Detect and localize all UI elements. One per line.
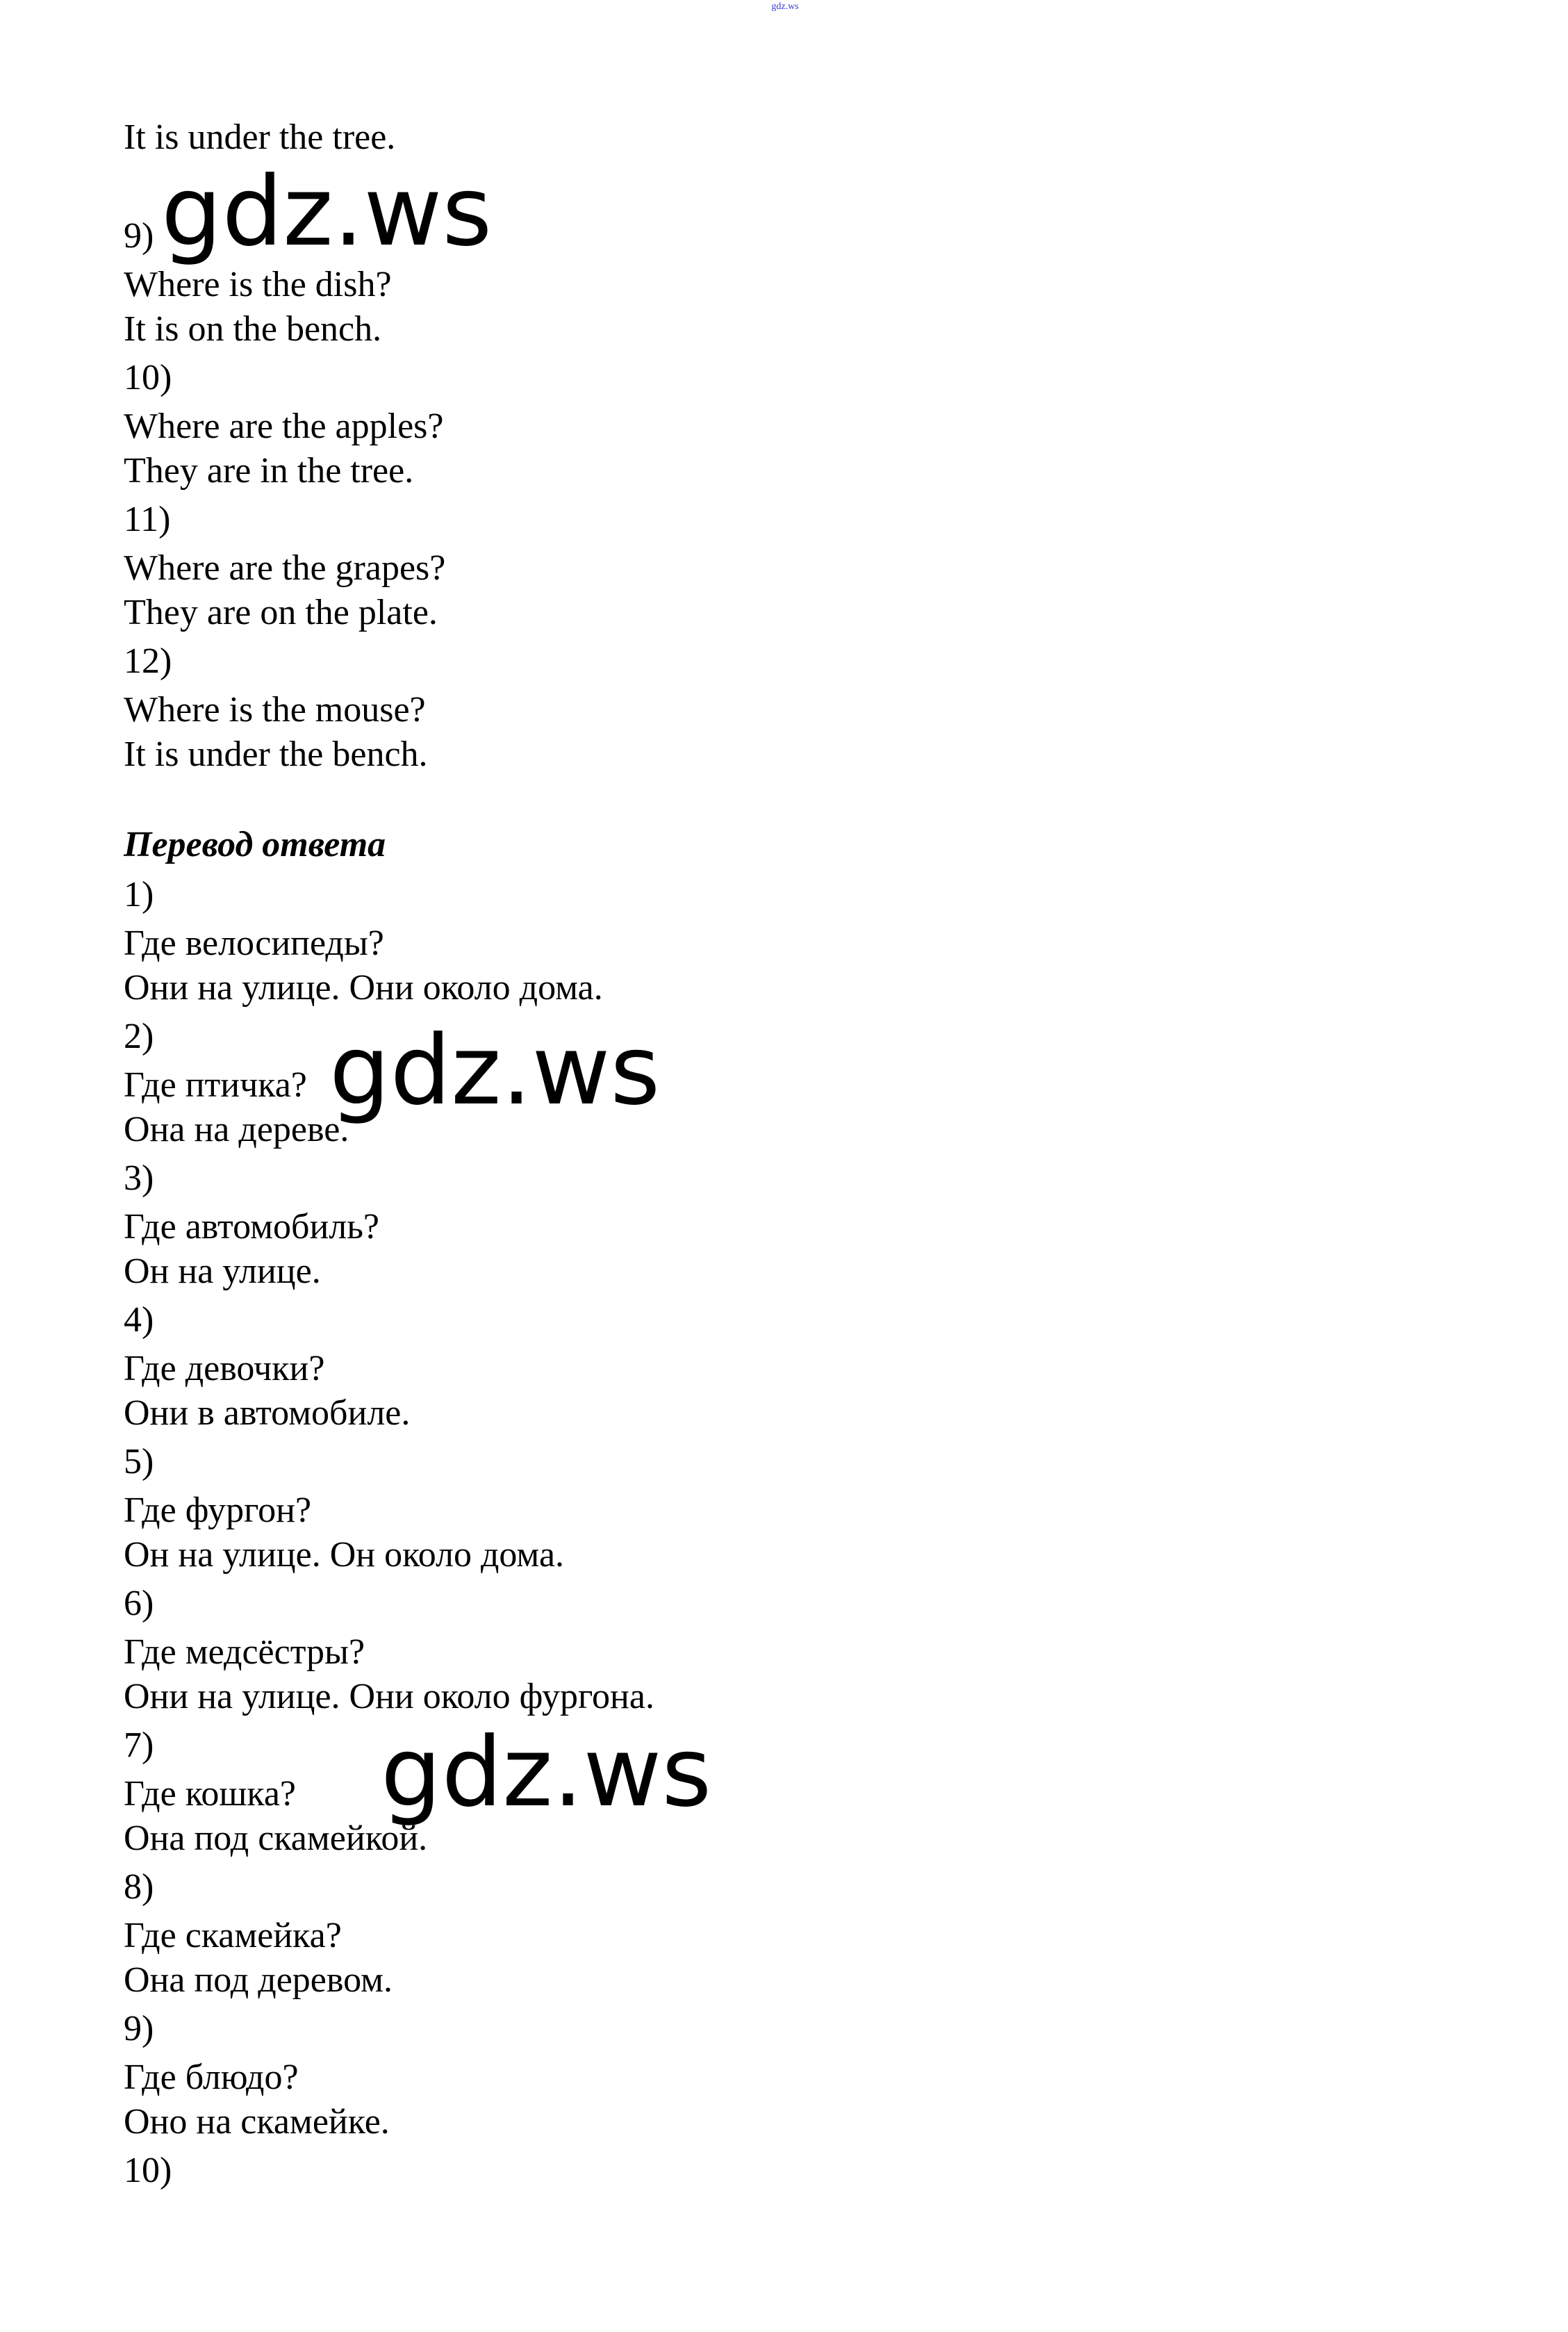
item-number: 5) (124, 1442, 154, 1481)
item-number: 9) (124, 216, 154, 256)
text-line: Оно на скамейке. (124, 2102, 390, 2142)
item-number: 6) (124, 1584, 154, 1623)
item-number: 3) (124, 1158, 154, 1198)
item-number: 12) (124, 641, 172, 681)
text-line: Они на улице. Они около фургона. (124, 1677, 654, 1716)
text-line: It is under the tree. (124, 117, 396, 157)
text-line: Он на улице. (124, 1251, 321, 1291)
watermark-logo: gdz.ws (329, 1015, 661, 1126)
text-line: Где велосипеды? (124, 923, 384, 963)
item-number: 7) (124, 1725, 154, 1765)
text-line: Она под деревом. (124, 1960, 393, 2000)
item-number: 2) (124, 1017, 154, 1056)
text-line: Он на улице. Он около дома. (124, 1535, 565, 1575)
text-line: Где птичка? (124, 1065, 307, 1105)
watermark-logo: gdz.ws (381, 1716, 712, 1828)
header-watermark: gdz.ws (771, 1, 799, 12)
text-line: Where are the apples? (124, 407, 444, 446)
watermark-logo: gdz.ws (161, 156, 493, 268)
text-line: Где скамейка? (124, 1916, 342, 1955)
text-line: It is under the bench. (124, 734, 428, 774)
item-number: 10) (124, 358, 172, 397)
text-line: Она под скамейкой. (124, 1818, 428, 1858)
text-line: Они на улице. Они около дома. (124, 968, 603, 1008)
text-line: It is on the bench. (124, 309, 382, 349)
translation-heading: Перевод ответа (124, 825, 386, 864)
text-line: Where is the dish? (124, 265, 392, 304)
text-line: Where are the grapes? (124, 548, 446, 588)
item-number: 10) (124, 2151, 172, 2190)
text-line: Где медсёстры? (124, 1632, 365, 1672)
text-line: Где девочки? (124, 1349, 325, 1388)
item-number: 4) (124, 1300, 154, 1340)
text-line: Где блюдо? (124, 2058, 299, 2097)
text-line: They are in the tree. (124, 451, 414, 491)
text-line: Где автомобиль? (124, 1207, 380, 1247)
item-number: 9) (124, 2009, 154, 2048)
text-line: Где кошка? (124, 1774, 296, 1814)
item-number: 8) (124, 1867, 154, 1907)
text-line: Она на дереве. (124, 1110, 349, 1149)
text-line: They are on the plate. (124, 593, 438, 632)
item-number: 11) (124, 500, 171, 539)
text-line: Они в автомобиле. (124, 1393, 411, 1433)
item-number: 1) (124, 875, 154, 914)
text-line: Где фургон? (124, 1491, 312, 1530)
text-line: Where is the mouse? (124, 690, 426, 730)
